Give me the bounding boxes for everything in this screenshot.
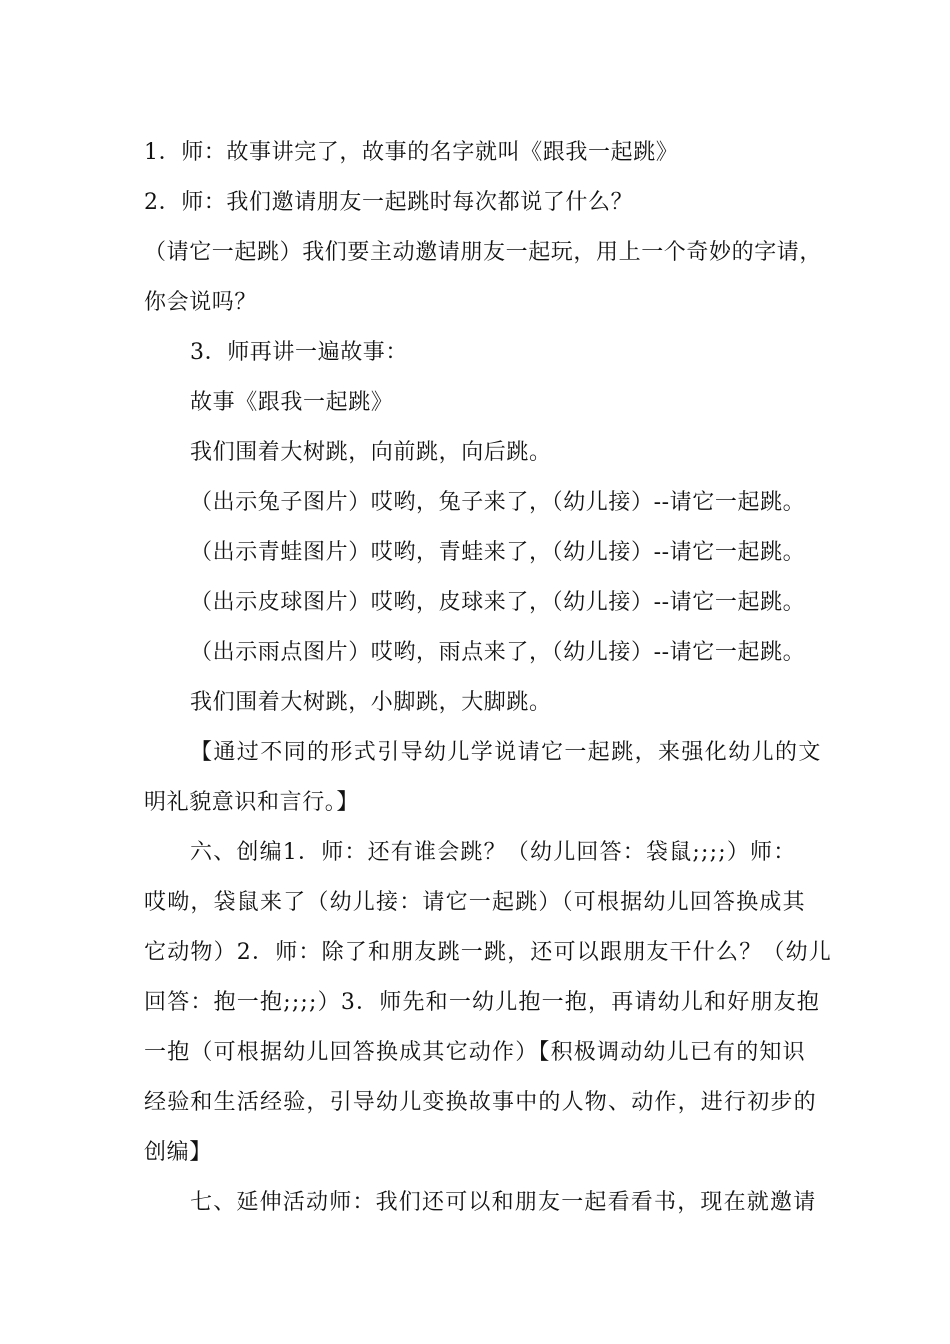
text-line: 你会说吗？	[144, 290, 258, 315]
text-line: 哎呦，袋鼠来了（幼儿接：请它一起跳）（可根据幼儿回答换成其	[144, 890, 806, 915]
text-line: 【通过不同的形式引导幼儿学说请它一起跳，来强化幼儿的文	[190, 740, 822, 765]
text-line: （出示青蛙图片）哎哟，青蛙来了，（幼儿接）--请它一起跳。	[190, 540, 806, 565]
text-line: （出示兔子图片）哎哟，兔子来了，（幼儿接）--请它一起跳。	[190, 490, 806, 515]
text-line: 3．师再讲一遍故事：	[190, 340, 408, 365]
text-line: 它动物）2．师：除了和朋友跳一跳，还可以跟朋友干什么？（幼儿	[144, 940, 832, 965]
text-line: 一抱（可根据幼儿回答换成其它动作）【积极调动幼儿已有的知识	[144, 1040, 806, 1065]
text-line: （请它一起跳）我们要主动邀请朋友一起玩，用上一个奇妙的字请，	[144, 240, 823, 265]
text-line: （出示皮球图片）哎哟，皮球来了，（幼儿接）--请它一起跳。	[190, 590, 806, 615]
text-line: 创编】	[144, 1140, 212, 1165]
text-line: 七、延伸活动师：我们还可以和朋友一起看看书，现在就邀请	[190, 1190, 817, 1215]
text-line: 2．师：我们邀请朋友一起跳时每次都说了什么？	[144, 190, 634, 215]
text-line: 我们围着大树跳，向前跳，向后跳。	[190, 440, 552, 465]
text-line: 经验和生活经验，引导幼儿变换故事中的人物、动作，进行初步的	[144, 1090, 817, 1115]
text-line: 我们围着大树跳，小脚跳，大脚跳。	[190, 690, 552, 715]
text-line: （出示雨点图片）哎哟，雨点来了，（幼儿接）--请它一起跳。	[190, 640, 806, 665]
story-title: 故事《跟我一起跳》	[190, 390, 394, 415]
text-line: 1．师：故事讲完了，故事的名字就叫《跟我一起跳》	[144, 140, 679, 165]
text-line: 明礼貌意识和言行。】	[144, 790, 360, 815]
text-line: 回答：抱一抱;;;;）3．师先和一幼儿抱一抱，再请幼儿和好朋友抱	[144, 990, 821, 1015]
text-line: 六、创编1．师：还有谁会跳？（幼儿回答：袋鼠;;;;）师：	[190, 840, 797, 865]
